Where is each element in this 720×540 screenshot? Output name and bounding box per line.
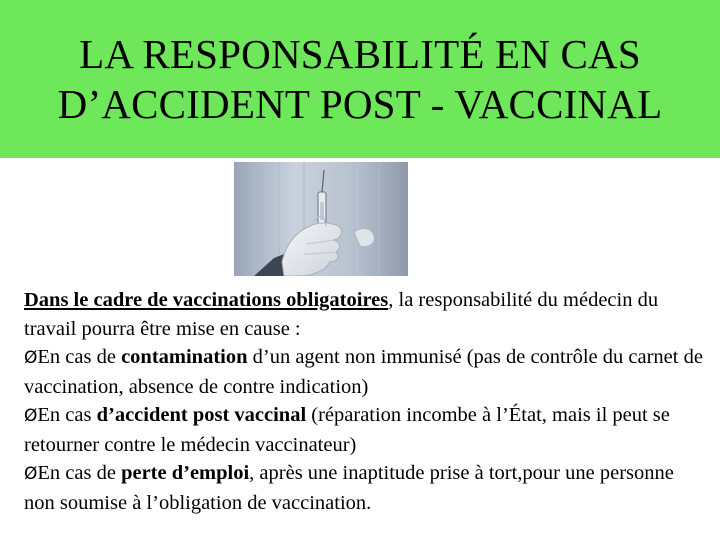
body-text	[24, 286, 708, 517]
arrow-bullet-icon: Ø	[24, 464, 38, 484]
slide-title-line-1: LA RESPONSABILITÉ EN CAS	[79, 31, 641, 77]
bullet-text-before: En cas de	[37, 346, 122, 368]
bullet-text-bold: perte d’emploi	[121, 462, 250, 484]
intro-paragraph	[24, 286, 708, 343]
bullet-text-bold: d’accident post vaccinal	[96, 404, 307, 426]
arrow-bullet-icon: Ø	[24, 348, 38, 368]
bullet-text-after: , après une inaptitude prise à tort,pour une personne non soumise à l’obligation de vaccination.	[24, 462, 674, 514]
bullet-text-before: En cas de	[37, 462, 122, 484]
bullet-item	[24, 343, 708, 401]
bullet-text-bold: contamination	[121, 346, 248, 368]
bullet-text-before: En cas	[37, 404, 97, 426]
bullet-text-after: (réparation incombe à l’État, mais il peut se retourner contre le médecin vaccinateur)	[24, 404, 670, 456]
syringe-gloved-hand-icon	[234, 162, 408, 276]
arrow-bullet-icon: Ø	[24, 406, 38, 426]
title-banner	[0, 0, 720, 158]
intro-lead: Dans le cadre de vaccinations obligatoires	[24, 289, 389, 311]
bullet-item	[24, 401, 708, 459]
bullet-text-after: d’un agent non immunisé (pas de contrôle du carnet de vaccination, absence de contre indication)	[24, 346, 703, 398]
bullet-item	[24, 459, 708, 517]
syringe-photo	[234, 162, 408, 276]
slide-title-line-2: D’ACCIDENT POST - VACCINAL	[57, 81, 663, 127]
intro-rest: , la responsabilité du médecin du travail pourra être mise en cause :	[24, 289, 659, 340]
